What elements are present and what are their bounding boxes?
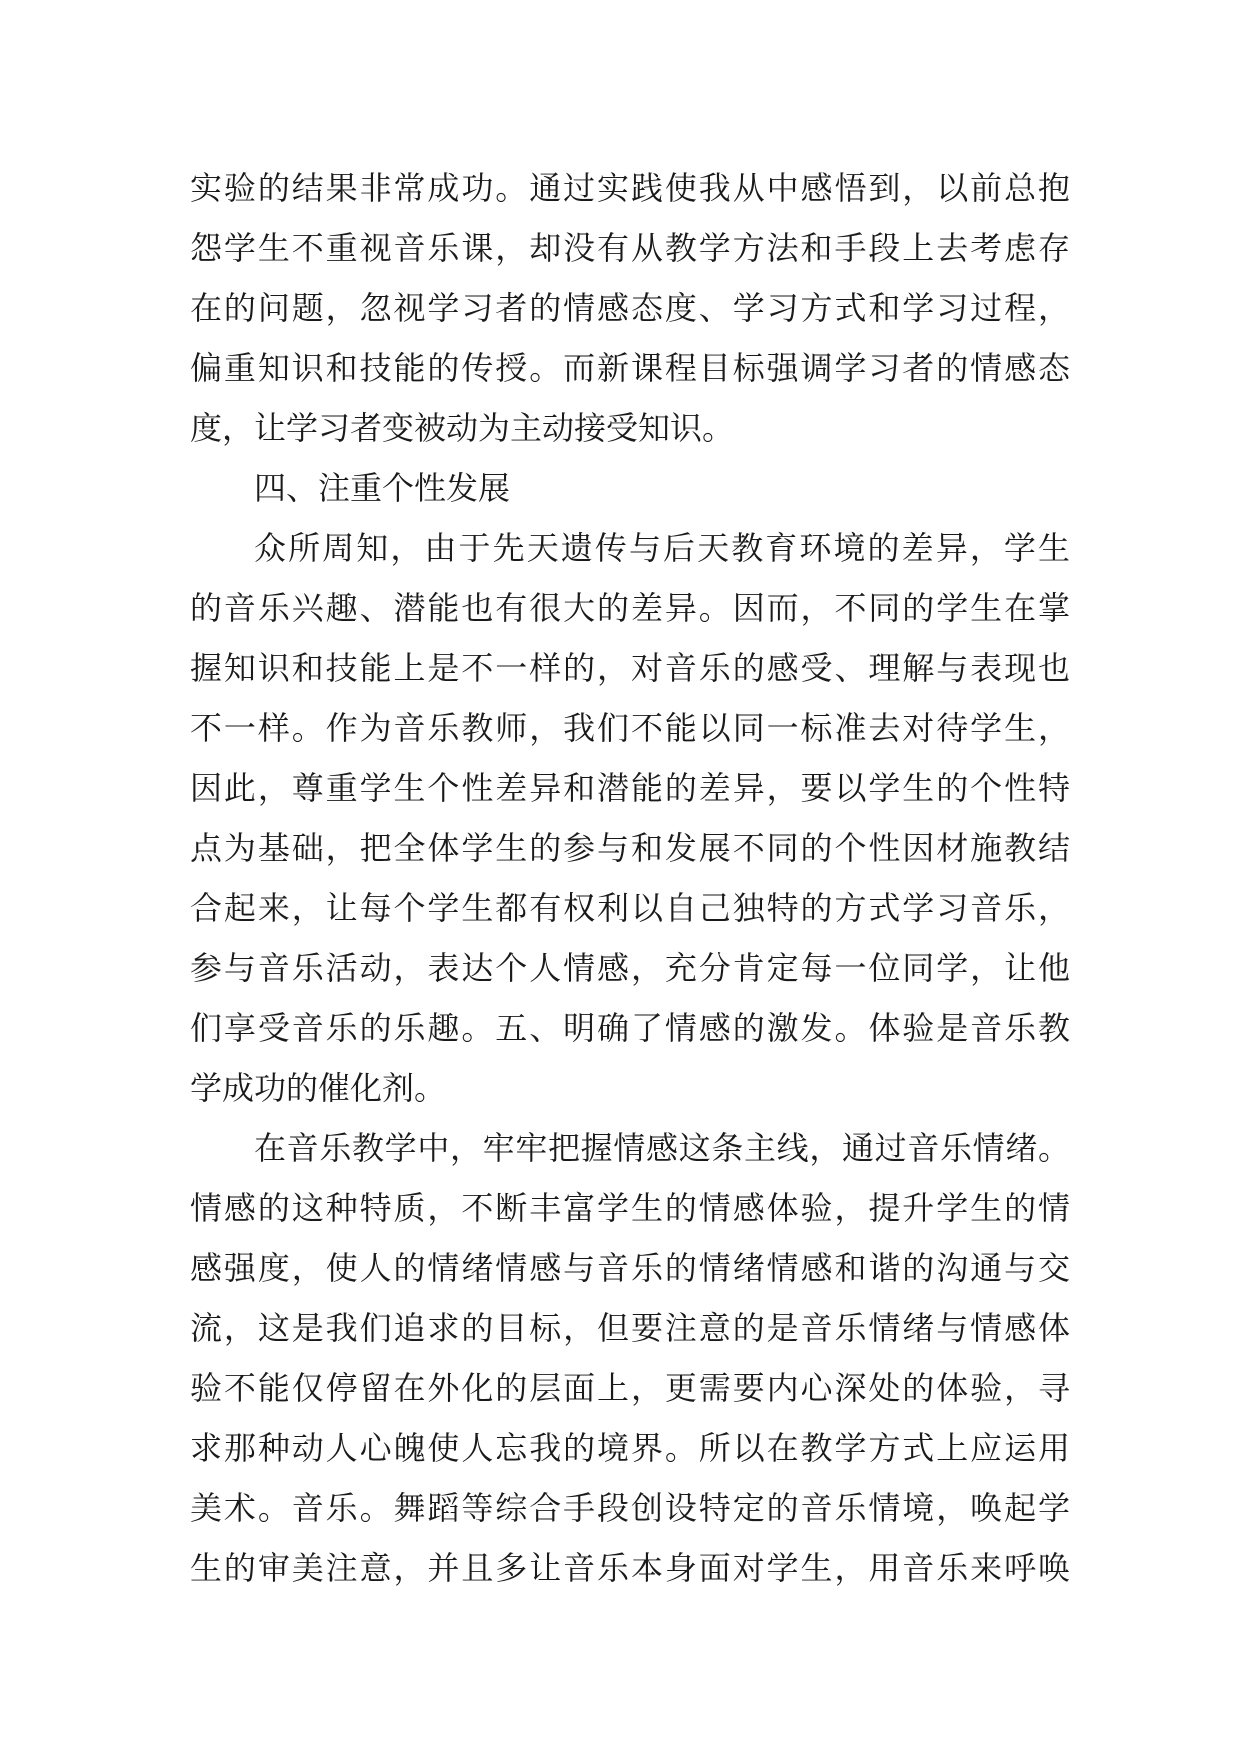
text-line: 点为基础，把全体学生的参与和发展不同的个性因材施教结 bbox=[190, 829, 1070, 867]
text-line: 偏重知识和技能的传授。而新课程目标强调学习者的情感态 bbox=[190, 349, 1070, 387]
text-line: 流，这是我们追求的目标，但要注意的是音乐情绪与情感体 bbox=[190, 1309, 1070, 1347]
text-line: 因此，尊重学生个性差异和潜能的差异，要以学生的个性特 bbox=[190, 769, 1070, 807]
text-line: 生的审美注意，并且多让音乐本身面对学生，用音乐来呼唤 bbox=[190, 1549, 1070, 1587]
text-line: 握知识和技能上是不一样的，对音乐的感受、理解与表现也 bbox=[190, 649, 1070, 687]
body-text bbox=[190, 158, 1070, 1598]
text-line: 众所周知，由于先天遗传与后天教育环境的差异，学生 bbox=[254, 529, 1070, 567]
text-line: 不一样。作为音乐教师，我们不能以同一标准去对待学生， bbox=[190, 709, 1070, 747]
text-line: 验不能仅停留在外化的层面上，更需要内心深处的体验，寻 bbox=[190, 1369, 1070, 1407]
text-line: 参与音乐活动，表达个人情感，充分肯定每一位同学，让他 bbox=[190, 949, 1070, 987]
text-line: 美术。音乐。舞蹈等综合手段创设特定的音乐情境，唤起学 bbox=[190, 1489, 1070, 1527]
text-line: 合起来，让每个学生都有权利以自己独特的方式学习音乐， bbox=[190, 889, 1070, 927]
text-line: 的音乐兴趣、潜能也有很大的差异。因而，不同的学生在掌 bbox=[190, 589, 1070, 627]
text-line: 怨学生不重视音乐课，却没有从教学方法和手段上去考虑存 bbox=[190, 229, 1070, 267]
text-line: 学成功的催化剂。 bbox=[190, 1069, 447, 1107]
text-line: 实验的结果非常成功。通过实践使我从中感悟到，以前总抱 bbox=[190, 169, 1070, 207]
text-line: 度，让学习者变被动为主动接受知识。 bbox=[190, 409, 735, 447]
text-line: 们享受音乐的乐趣。五、明确了情感的激发。体验是音乐教 bbox=[190, 1009, 1070, 1047]
text-line: 情感的这种特质，不断丰富学生的情感体验，提升学生的情 bbox=[190, 1189, 1070, 1227]
text-line: 在音乐教学中，牢牢把握情感这条主线，通过音乐情绪。 bbox=[254, 1129, 1070, 1167]
text-line: 感强度，使人的情绪情感与音乐的情绪情感和谐的沟通与交 bbox=[190, 1249, 1070, 1287]
section-heading: 四、注重个性发展 bbox=[254, 469, 511, 507]
text-line: 在的问题，忽视学习者的情感态度、学习方式和学习过程， bbox=[190, 289, 1070, 327]
text-line: 求那种动人心魄使人忘我的境界。所以在教学方式上应运用 bbox=[190, 1429, 1070, 1467]
